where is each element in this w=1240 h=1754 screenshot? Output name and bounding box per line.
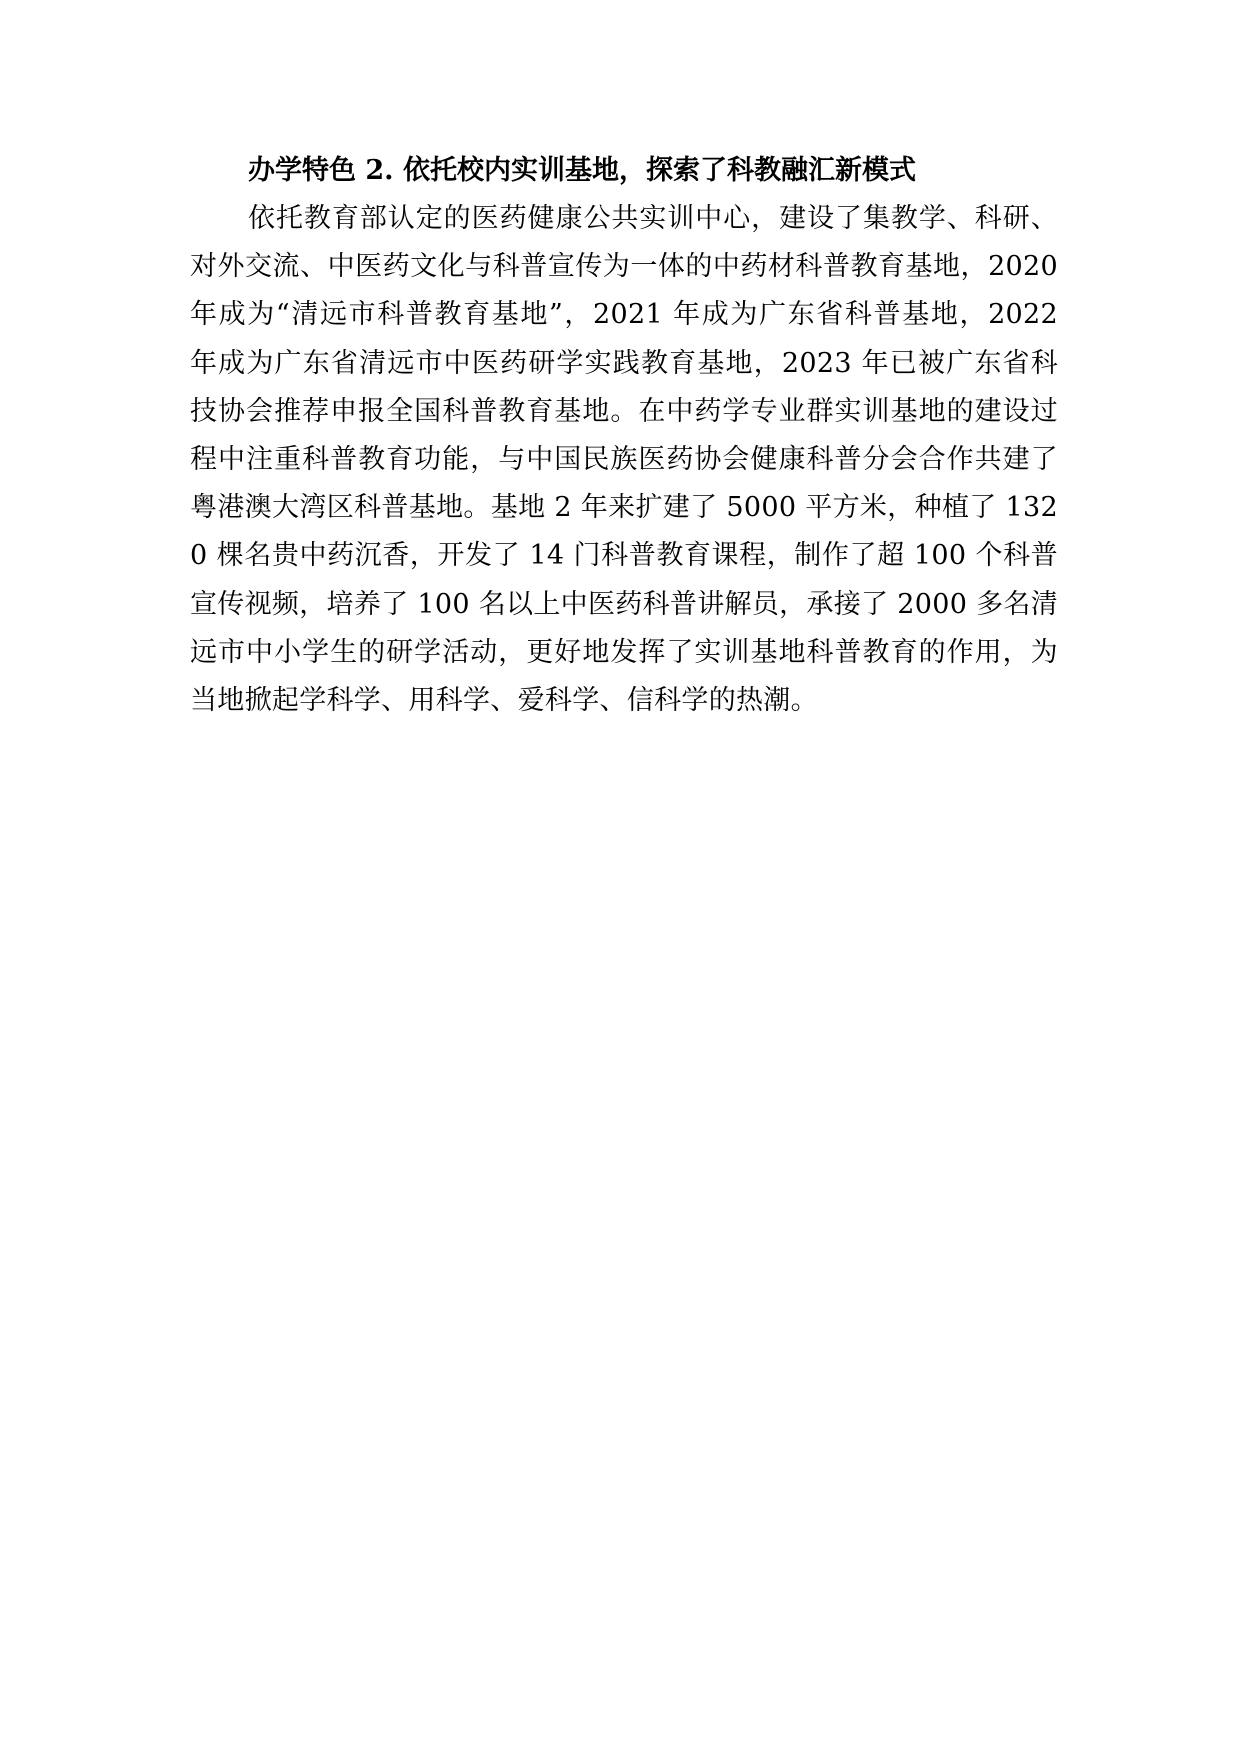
body-paragraph: 依托教育部认定的医药健康公共实训中心，建设了集教学、科研、对外交流、中医药文化与科普宣传为一体的中药材科普教育基地，2020 年成为“清远市科普教育基地”，2021 年成为广东省科普基地，2022 年成为广东省清远市中医药研学实践教育基地，2023 年已被广东省科技协会推荐申报全国科普教育基地。在中药学专业群实训基地的建设过程中注重科普教育功能，与中国民族医药协会健康科普分会合作共建了粤港澳大湾区科普基地。基地 2 年来扩建了 5000 平方米，种植了 1320 棵名贵中药沉香，开发了 14 门科普教育课程，制作了超 100 个科普宣传视频，培养了 100 名以上中医药科普讲解员，承接了 2000 多名清远市中小学生的研学活动，更好地发挥了实训基地科普教育的作用，为当地掀起学科学、用科学、爱科学、信科学的热潮。 [190,203,1058,717]
document-content [190,147,1058,725]
section-title: 办学特色 2. 依托校内实训基地，探索了科教融汇新模式 [248,155,916,186]
